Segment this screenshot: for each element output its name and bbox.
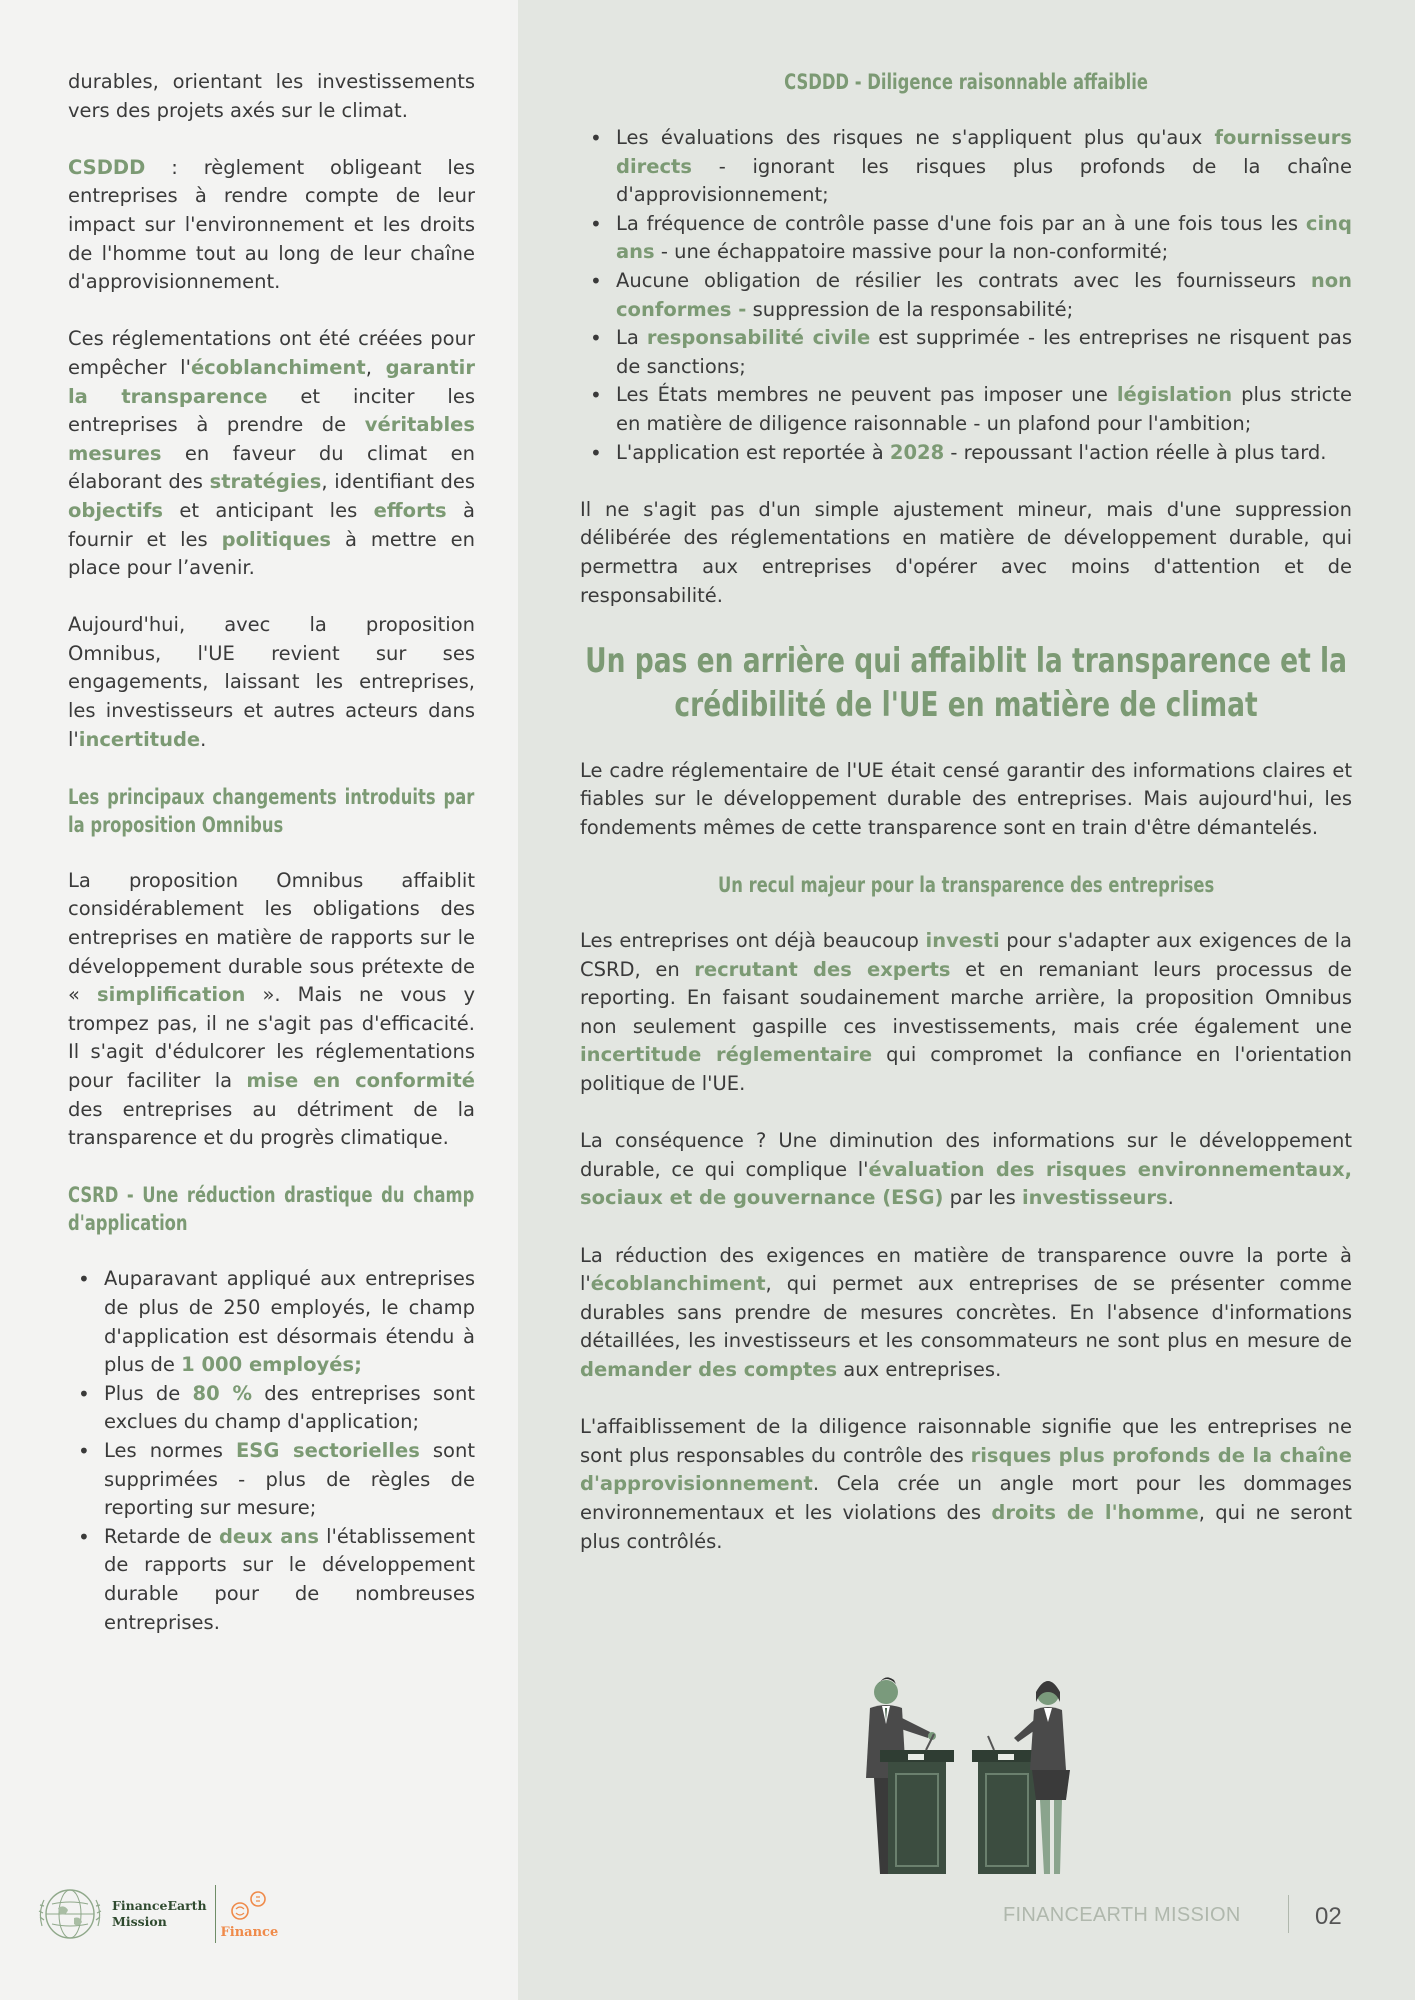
brand-divider: [215, 1885, 216, 1943]
text-run: ». Mais ne vous y trompez pas, il ne s'agit pas d'efficacité. Il s'agit d'édulcorer les réglementations pour faciliter la: [68, 983, 475, 1092]
main-heading: Un pas en arrière qui affaiblit la transparence et la crédibilité de l'UE en matière de climat: [585, 640, 1347, 725]
page-number: 02: [1315, 1903, 1342, 1930]
brand-line: Mission: [112, 1914, 167, 1929]
keyword: 80 %: [192, 1381, 252, 1405]
right-content: [580, 68, 1352, 1585]
left-content: [68, 68, 475, 1637]
text-run: et inciter les entreprises à prendre de: [68, 384, 476, 437]
keyword: fournisseurs directs: [616, 126, 1352, 178]
text-run: Les normes: [104, 1438, 236, 1462]
finance-coins-icon: [226, 1889, 272, 1923]
text-run: des entreprises au détriment de la transparence et du progrès climatique.: [68, 1097, 475, 1150]
keyword: investisseurs: [1021, 1186, 1168, 1210]
keyword: efforts: [373, 498, 447, 522]
consequence-paragraph: [580, 1127, 1352, 1213]
intro-paragraph: durables, orientant les investissements vers des projets axés sur le climat.: [68, 70, 475, 122]
due-diligence-paragraph: [580, 1413, 1352, 1556]
text-run: Aujourd'hui, avec la proposition Omnibus, l'UE revient sur ses engagements, laissant les entreprises, les investisseurs et autres acteurs dans l': [68, 613, 475, 751]
text-run: - ignorant les risques plus profonds de la chaîne d'approvisionnement;: [616, 154, 1352, 207]
text-run: La: [616, 326, 647, 350]
keyword: stratégies: [209, 470, 322, 494]
keyword: politiques: [221, 527, 332, 551]
list-item: [580, 324, 1352, 381]
section-heading-transparency: Un recul majeur pour la transparence des entreprises: [717, 873, 1215, 898]
footer-mission-label: FINANCEARTH MISSION: [1003, 1904, 1241, 1926]
finance-logo: [221, 1889, 279, 1940]
keyword: écoblanchiment: [590, 1272, 766, 1296]
text-run: suppression de la responsabilité;: [746, 297, 1074, 321]
text-run: en faveur du climat en élaborant des: [68, 441, 475, 494]
text-run: Aucune obligation de résilier les contrats avec les fournisseurs: [616, 268, 1311, 292]
keyword: non conformes -: [616, 268, 1352, 321]
keyword: écoblanchiment: [190, 355, 366, 379]
brand-name: [112, 1898, 207, 1930]
text-run: La réduction des exigences en matière de transparence ouvre la porte à l': [580, 1243, 1352, 1296]
keyword: incertitude: [78, 727, 201, 751]
text-run: La proposition Omnibus affaiblit considérablement les obligations des entreprises en matière de rapports sur le développement durable sous prétexte de «: [68, 868, 475, 1007]
keyword: investi: [925, 929, 1000, 953]
adjustment-paragraph: Il ne s'agit pas d'un simple ajustement mineur, mais d'une suppression délibérée des réglementations en matière de développement durable, qui permettra aux entreprises d'opérer avec moins d'attention et de responsabilité.: [580, 497, 1352, 607]
text-run: - une échappatoire massive pour la non-conformité;: [654, 240, 1169, 264]
text-run: - repoussant l'action réelle à plus tard.: [944, 440, 1327, 464]
text-run: Plus de: [104, 1381, 193, 1405]
text-run: sont supprimées - plus de règles de reporting sur mesure;: [104, 1438, 475, 1520]
debate-illustration: [848, 1670, 1088, 1880]
list-item: [580, 267, 1352, 324]
csddd-bullet-list: [580, 124, 1352, 467]
text-run: La conséquence ? Une diminution des informations sur le développement durable, ce qui complique l': [580, 1129, 1352, 1181]
list-item: [68, 1380, 475, 1437]
text-run: . Cela crée un angle mort pour les dommages environnementaux et les violations des: [580, 1472, 1352, 1524]
text-run: à fournir et les: [68, 498, 475, 551]
keyword: garantir la transparence: [68, 355, 475, 408]
list-item: [580, 124, 1352, 210]
text-run: et anticipant les: [162, 498, 374, 522]
text-run: Auparavant appliqué aux entreprises de plus de 250 employés, le champ d'application est désormais étendu à plus de: [104, 1267, 475, 1377]
text-run: : règlement obligeant les entreprises à rendre compte de leur impact sur l'environnement et les droits de l'homme tout au long de leur chaîne d'approvisionnement.: [68, 155, 475, 294]
text-run: , qui ne seront plus contrôlés.: [580, 1500, 1352, 1553]
text-run: La fréquence de contrôle passe d'une fois par an à une fois tous les: [616, 211, 1306, 235]
text-run: , identifiant des: [321, 470, 475, 494]
footer-divider: [1288, 1895, 1289, 1933]
keyword: mise en conformité: [246, 1069, 475, 1092]
section-heading-csrd: CSRD - Une réduction drastique du champ d'application: [68, 1183, 475, 1236]
omnibus-paragraph: [68, 611, 475, 754]
text-run: à mettre en place pour l’avenir.: [68, 527, 475, 580]
list-item: [580, 439, 1352, 468]
text-run: L'application est reportée à: [616, 440, 890, 464]
text-run: par les: [943, 1186, 1022, 1210]
keyword: responsabilité civile: [646, 326, 871, 350]
list-item: [580, 210, 1352, 267]
text-run: .: [200, 727, 207, 751]
keyword: deux ans: [218, 1524, 319, 1548]
keyword: 2028: [889, 440, 945, 464]
section-heading-csddd: CSDDD - Diligence raisonnable affaiblie: [784, 70, 1148, 94]
keyword: recrutant des experts: [694, 957, 951, 981]
list-item: [68, 1265, 475, 1379]
list-item: [580, 381, 1352, 438]
text-run: Les entreprises ont déjà beaucoup: [580, 929, 926, 953]
keyword: législation: [1116, 383, 1233, 407]
text-run: qui compromet la confiance en l'orientation politique de l'UE.: [580, 1043, 1352, 1096]
keyword: simplification: [96, 983, 246, 1007]
text-run: pour s'adapter aux exigences de la CSRD, en: [580, 929, 1353, 981]
keyword: ESG sectorielles: [235, 1438, 420, 1462]
text-run: Les États membres ne peuvent pas imposer une: [616, 383, 1117, 407]
list-item: [68, 1437, 475, 1523]
text-run: Ces réglementations ont été créées pour empêcher l': [68, 327, 475, 379]
greenwashing-paragraph: [580, 1242, 1352, 1385]
text-run: Les évaluations des risques ne s'appliquent plus qu'aux: [616, 126, 1215, 149]
text-run: plus stricte en matière de diligence raisonnable - un plafond pour l'ambition;: [616, 383, 1352, 435]
keyword: demander des comptes: [580, 1357, 838, 1381]
text-run: .: [1167, 1186, 1174, 1210]
framework-paragraph: Le cadre réglementaire de l'UE était censé garantir des informations claires et fiables sur le développement durable des entreprises. Mais aujourd'hui, les fondements mêmes de cette transparence sont en train d'être démantelés.: [580, 758, 1352, 839]
keyword: 1 000 employés;: [181, 1353, 362, 1377]
csrd-bullet-list: [68, 1265, 475, 1637]
text-run: aux entreprises.: [837, 1357, 1002, 1381]
keyword: objectifs: [68, 498, 163, 522]
keyword: CSDDD: [68, 155, 146, 179]
text-run: et en remaniant leurs processus de reporting. En faisant soudainement marche arrière, la proposition Omnibus non seulement gaspille ces investissements, mais crée également une: [580, 957, 1353, 1038]
text-run: l'établissement de rapports sur le développement durable pour de nombreuses entreprises.: [104, 1524, 475, 1634]
keyword: cinq ans: [616, 211, 1352, 264]
text-run: , qui permet aux entreprises de se présenter comme durables sans prendre de mesures concrètes. En l'absence d'informations détaillées, les investisseurs et les consommateurs ne sont plus en mesure de: [580, 1272, 1352, 1353]
keyword: droits de l'homme: [991, 1500, 1199, 1524]
investment-paragraph: [580, 927, 1352, 1099]
list-item: [68, 1523, 475, 1637]
text-run: Retarde de: [104, 1524, 219, 1548]
keyword: évaluation des risques environnementaux, sociaux et de gouvernance (ESG): [580, 1157, 1353, 1210]
left-column: [0, 0, 518, 2000]
csddd-definition: [68, 154, 475, 297]
keyword: incertitude réglementaire: [580, 1043, 873, 1067]
text-run: des entreprises sont exclues du champ d'application;: [104, 1381, 475, 1434]
footer-brand-logo: [36, 1880, 278, 1948]
regulations-paragraph: [68, 325, 475, 582]
text-run: est supprimée - les entreprises ne risquent pas de sanctions;: [616, 326, 1352, 378]
keyword: véritables mesures: [68, 413, 475, 465]
text-run: ,: [365, 355, 386, 379]
brand-line: FinanceEarth: [112, 1898, 207, 1913]
simplification-paragraph: [68, 867, 475, 1153]
globe-logo-icon: [36, 1880, 104, 1948]
keyword: risques plus profonds de la chaîne d'approvisionnement: [580, 1443, 1353, 1496]
finance-label: Finance: [220, 1924, 279, 1940]
text-run: L'affaiblissement de la diligence raisonnable signifie que les entreprises ne sont plus responsables du contrôle des: [580, 1415, 1352, 1467]
section-heading-main-changes: Les principaux changements introduits par la proposition Omnibus: [68, 784, 475, 837]
